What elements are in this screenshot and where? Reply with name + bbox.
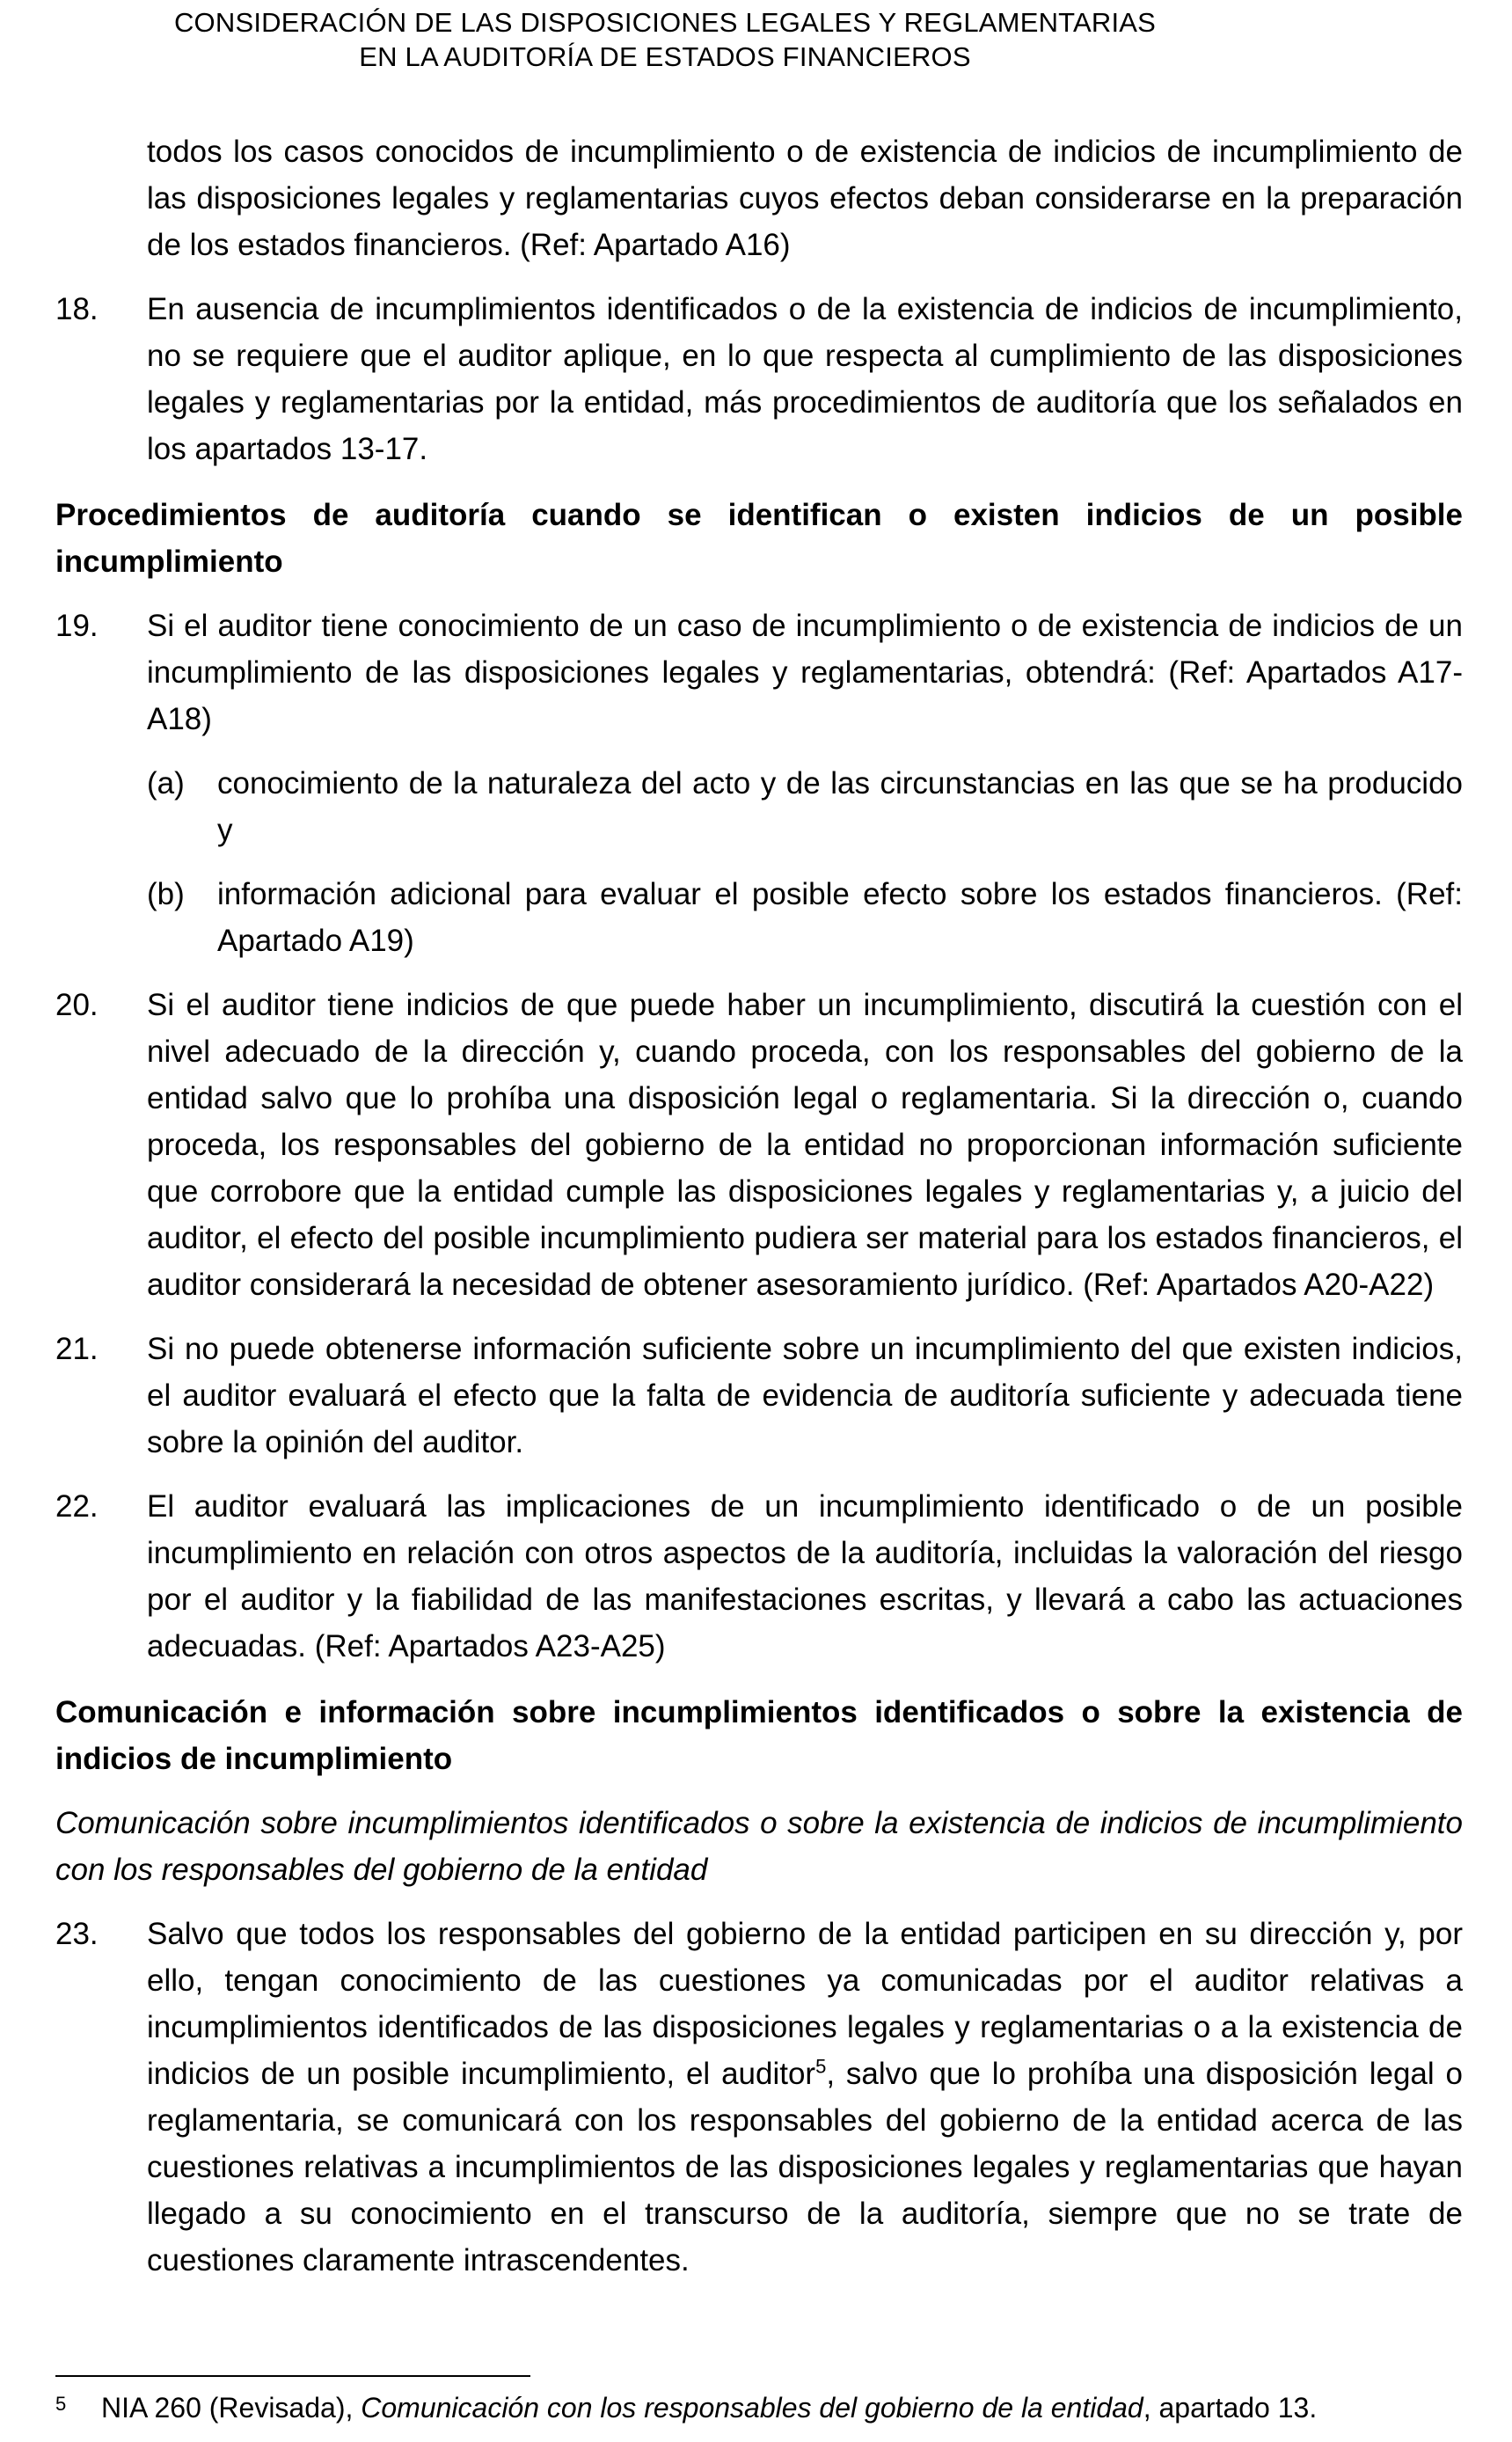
subsection-heading: Comunicación sobre incumplimientos identificados o sobre la existencia de indicios de incumplimiento con los responsables del gobierno de la entidad bbox=[55, 1806, 1463, 1887]
paragraph-21 bbox=[55, 1326, 1463, 1466]
list-item-label: (a) bbox=[147, 766, 185, 801]
paragraph-number: 18. bbox=[55, 292, 99, 326]
footnote-separator bbox=[55, 2375, 530, 2377]
paragraph-text-part-2: , salvo que lo prohíba una disposición legal o reglamentaria, se comunicará con los responsables del gobierno de la entidad acerca de las cuestiones relativas a incumplimientos de las disposiciones legales y reglamentarias que hayan llegado a su conocimiento en el transcurso de la auditoría, siempre que no se trate de cuestiones claramente intrascendentes. bbox=[147, 2057, 1463, 2277]
list-item-b bbox=[55, 871, 1463, 964]
paragraph-text: El auditor evaluará las implicaciones de un incumplimiento identificado o de un posible incumplimiento en relación con otros aspectos de la auditoría, incluidas la valoración del riesgo por el auditor y la fiabilidad de las manifestaciones escritas, y llevará a cabo las actuaciones adecuadas. (Ref: Apartados A23-A25) bbox=[147, 1489, 1463, 1663]
section-heading-communication: Comunicación e información sobre incumplimientos identificados o sobre la existencia de indicios de incumplimiento bbox=[55, 1695, 1463, 1776]
paragraph-17-continuation: todos los casos conocidos de incumplimiento o de existencia de indicios de incumplimiento de las disposiciones legales y reglamentarias cuyos efectos deban considerarse en la preparación de los estados financieros. (Ref: Apartado A16) bbox=[147, 135, 1463, 262]
running-header-line-2: EN LA AUDITORÍA DE ESTADOS FINANCIEROS bbox=[359, 41, 971, 72]
list-item-label: (b) bbox=[147, 877, 185, 911]
list-item-text: información adicional para evaluar el posible efecto sobre los estados financieros. (Ref: Apartado A19) bbox=[217, 877, 1463, 958]
paragraph-text bbox=[147, 1917, 1463, 2277]
running-header-line-1: CONSIDERACIÓN DE LAS DISPOSICIONES LEGALES Y REGLAMENTARIAS bbox=[173, 7, 1157, 38]
paragraph-number: 21. bbox=[55, 1332, 99, 1366]
paragraph-23 bbox=[55, 1911, 1463, 2284]
document-body bbox=[55, 128, 1463, 2284]
paragraph-number: 20. bbox=[55, 988, 99, 1022]
paragraph-22 bbox=[55, 1483, 1463, 1670]
footnote-text-part-2: , apartado 13. bbox=[1143, 2392, 1318, 2424]
paragraph-text: Si no puede obtenerse información suficiente sobre un incumplimiento del que existen indicios, el auditor evaluará el efecto que la falta de evidencia de auditoría suficiente y adecuada tiene sobre la opinión del auditor. bbox=[147, 1332, 1463, 1459]
list-item-a bbox=[55, 760, 1463, 853]
footnote-5 bbox=[55, 2389, 1463, 2426]
paragraph-20 bbox=[55, 982, 1463, 1308]
paragraph-number: 22. bbox=[55, 1489, 99, 1524]
paragraph-number: 23. bbox=[55, 1917, 99, 1951]
running-header bbox=[93, 5, 1237, 74]
paragraph-18 bbox=[55, 286, 1463, 472]
list-item-text: conocimiento de la naturaleza del acto y de las circunstancias en las que se ha producido y bbox=[217, 766, 1463, 847]
section-heading-procedures: Procedimientos de auditoría cuando se identifican o existen indicios de un posible incumplimiento bbox=[55, 498, 1463, 579]
paragraph-text-part-1: Salvo que todos los responsables del gobierno de la entidad participen en su dirección y, por ello, tengan conocimiento de las cuestiones ya comunicadas por el auditor relativas a incumplimientos identificados de las disposiciones legales y reglamentarias o a la existencia de indicios de un posible incumplimiento, el auditor bbox=[147, 1917, 1463, 2091]
paragraph-text: En ausencia de incumplimientos identificados o de la existencia de indicios de incumplimiento, no se requiere que el auditor aplique, en lo que respecta al cumplimiento de las disposiciones legales y reglamentarias por la entidad, más procedimientos de auditoría que los señalados en los apartados 13-17. bbox=[147, 292, 1463, 466]
footnote-reference[interactable]: 5 bbox=[815, 2055, 827, 2078]
footnote-text bbox=[55, 2389, 1463, 2426]
paragraph-text: Si el auditor tiene conocimiento de un caso de incumplimiento o de existencia de indicios de un incumplimiento de las disposiciones legales y reglamentarias, obtendrá: (Ref: Apartados A17-A18) bbox=[147, 609, 1463, 736]
paragraph-text: Si el auditor tiene indicios de que puede haber un incumplimiento, discutirá la cuestión con el nivel adecuado de la dirección y, cuando proceda, con los responsables del gobierno de la entidad salvo que lo prohíba una disposición legal o reglamentaria. Si la dirección o, cuando proceda, los responsables del gobierno de la entidad no proporcionan información suficiente que corrobore que la entidad cumple las disposiciones legales y reglamentarias y, a juicio del auditor, el efecto del posible incumplimiento pudiera ser material para los estados financieros, el auditor considerará la necesidad de obtener asesoramiento jurídico. (Ref: Apartados A20-A22) bbox=[147, 988, 1463, 1302]
footnote-text-part-1: NIA 260 (Revisada), bbox=[101, 2392, 362, 2424]
paragraph-19 bbox=[55, 603, 1463, 742]
footnote-cited-title: Comunicación con los responsables del gobierno de la entidad bbox=[361, 2392, 1143, 2424]
footnote-mark: 5 bbox=[55, 2393, 67, 2415]
paragraph-number: 19. bbox=[55, 609, 99, 643]
